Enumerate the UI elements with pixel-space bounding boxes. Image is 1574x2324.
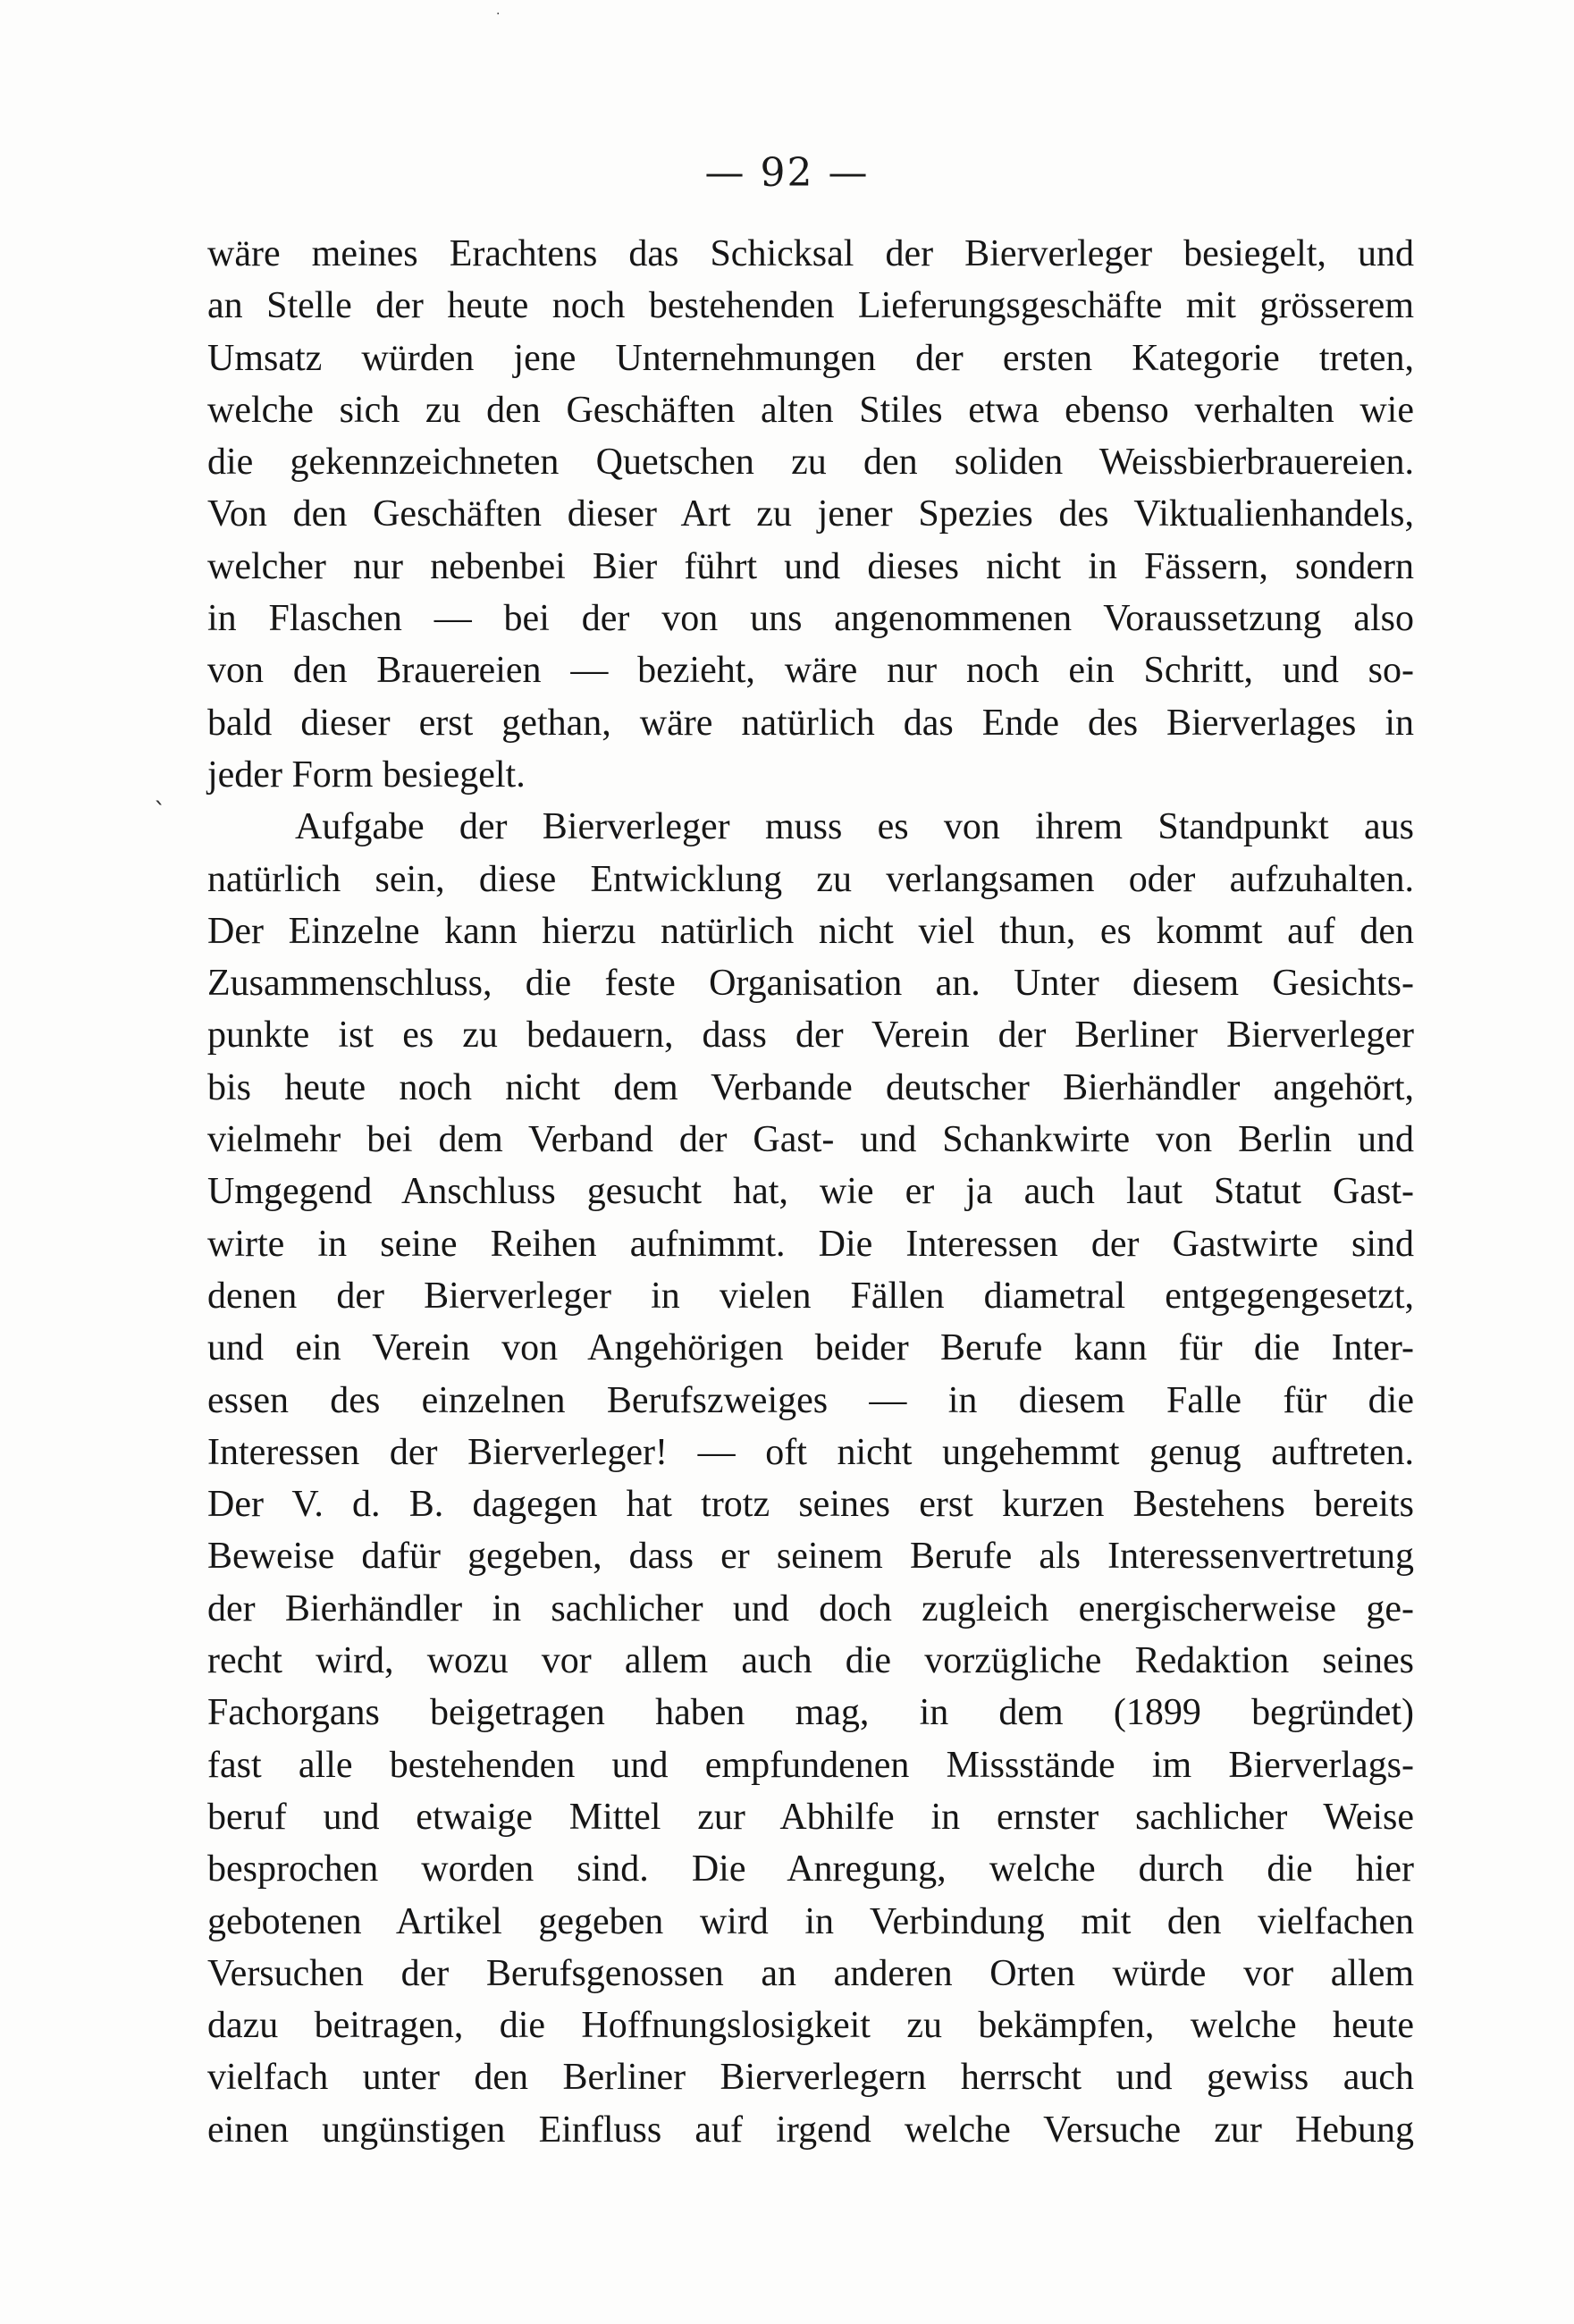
paragraph-end-line: jeder Form besiegelt. (207, 754, 526, 796)
text-line: und ein Verein von Angehörigen beider Berufe kann für die Inter- (207, 1327, 1414, 1369)
text-line: Der V. d. B. dagegen hat trotz seines erst kurzen Bestehens bereits (207, 1484, 1414, 1526)
margin-tick-mark: ˎ (154, 776, 166, 805)
body-text (207, 228, 1414, 2156)
text-line: natürlich sein, diese Entwicklung zu verlangsamen oder aufzuhalten. (207, 858, 1414, 900)
text-line: essen des einzelnen Berufszweiges — in diesem Falle für die (207, 1379, 1414, 1421)
text-line: denen der Bierverleger in vielen Fällen diametral entgegengesetzt, (207, 1275, 1414, 1317)
text-line: Fachorgans beigetragen haben mag, in dem (1899 begründet) (207, 1692, 1414, 1734)
text-line: Der Einzelne kann hierzu natürlich nicht viel thun, es kommt auf den (207, 910, 1414, 952)
text-line: vielmehr bei dem Verband der Gast- und Schankwirte von Berlin und (207, 1119, 1414, 1161)
text-line: Beweise dafür gegeben, dass er seinem Berufe als Interessenvertretung (207, 1536, 1414, 1578)
text-line: Versuchen der Berufsgenossen an anderen Orten würde vor allem (207, 1952, 1414, 1994)
text-line: dazu beitragen, die Hoffnungslosigkeit zu bekämpfen, welche heute (207, 2005, 1414, 2047)
text-line: einen ungünstigen Einfluss auf irgend welche Versuche zur Hebung (207, 2109, 1414, 2151)
text-line: beruf und etwaige Mittel zur Abhilfe in ernster sachlicher Weise (207, 1796, 1414, 1838)
text-line: wäre meines Erachtens das Schicksal der Bierverleger besiegelt, und (207, 233, 1414, 274)
text-line: welcher nur nebenbei Bier führt und dieses nicht in Fässern, sondern (207, 545, 1414, 587)
text-line: von den Brauereien — bezieht, wäre nur noch ein Schritt, und so- (207, 650, 1414, 692)
text-line: besprochen worden sind. Die Anregung, welche durch die hier (207, 1848, 1414, 1890)
page-number: — 92 — (704, 150, 870, 196)
text-line: in Flaschen — bei der von uns angenommenen Voraussetzung also (207, 598, 1414, 640)
text-line: Umsatz würden jene Unternehmungen der ersten Kategorie treten, (207, 337, 1414, 379)
ink-speck: · (496, 7, 501, 21)
text-line: gebotenen Artikel gegeben wird in Verbindung mit den vielfachen (207, 1900, 1414, 1942)
text-line: die gekennzeichneten Quetschen zu den soliden Weissbierbrauereien. (207, 442, 1414, 484)
text-line: punkte ist es zu bedauern, dass der Verein der Berliner Bierverleger (207, 1015, 1414, 1057)
text-line: der Bierhändler in sachlicher und doch zugleich energischerweise ge- (207, 1587, 1414, 1629)
text-line: an Stelle der heute noch bestehenden Lieferungsgeschäfte mit grösserem (207, 285, 1414, 327)
text-line: vielfach unter den Berliner Bierverlegern herrscht und gewiss auch (207, 2057, 1414, 2099)
text-line: Von den Geschäften dieser Art zu jener Spezies des Viktualienhandels, (207, 493, 1414, 535)
text-line: recht wird, wozu vor allem auch die vorzügliche Redaktion seines (207, 1640, 1414, 1682)
text-line: bis heute noch nicht dem Verbande deutscher Bierhändler angehört, (207, 1066, 1414, 1108)
paragraph-start-line: Aufgabe der Bierverleger muss es von ihrem Standpunkt aus (295, 806, 1414, 848)
text-line: welche sich zu den Geschäften alten Stiles etwa ebenso verhalten wie (207, 389, 1414, 431)
text-line: wirte in seine Reihen aufnimmt. Die Interessen der Gastwirte sind (207, 1223, 1414, 1265)
text-line: bald dieser erst gethan, wäre natürlich das Ende des Bierverlages in (207, 702, 1414, 744)
text-line: fast alle bestehenden und empfundenen Missstände im Bierverlags- (207, 1744, 1414, 1786)
text-line: Interessen der Bierverleger! — oft nicht ungehemmt genug auftreten. (207, 1431, 1414, 1473)
text-line: Umgegend Anschluss gesucht hat, wie er ja auch laut Statut Gast- (207, 1171, 1414, 1213)
text-line: Zusammenschluss, die feste Organisation an. Unter diesem Gesichts- (207, 963, 1414, 1005)
